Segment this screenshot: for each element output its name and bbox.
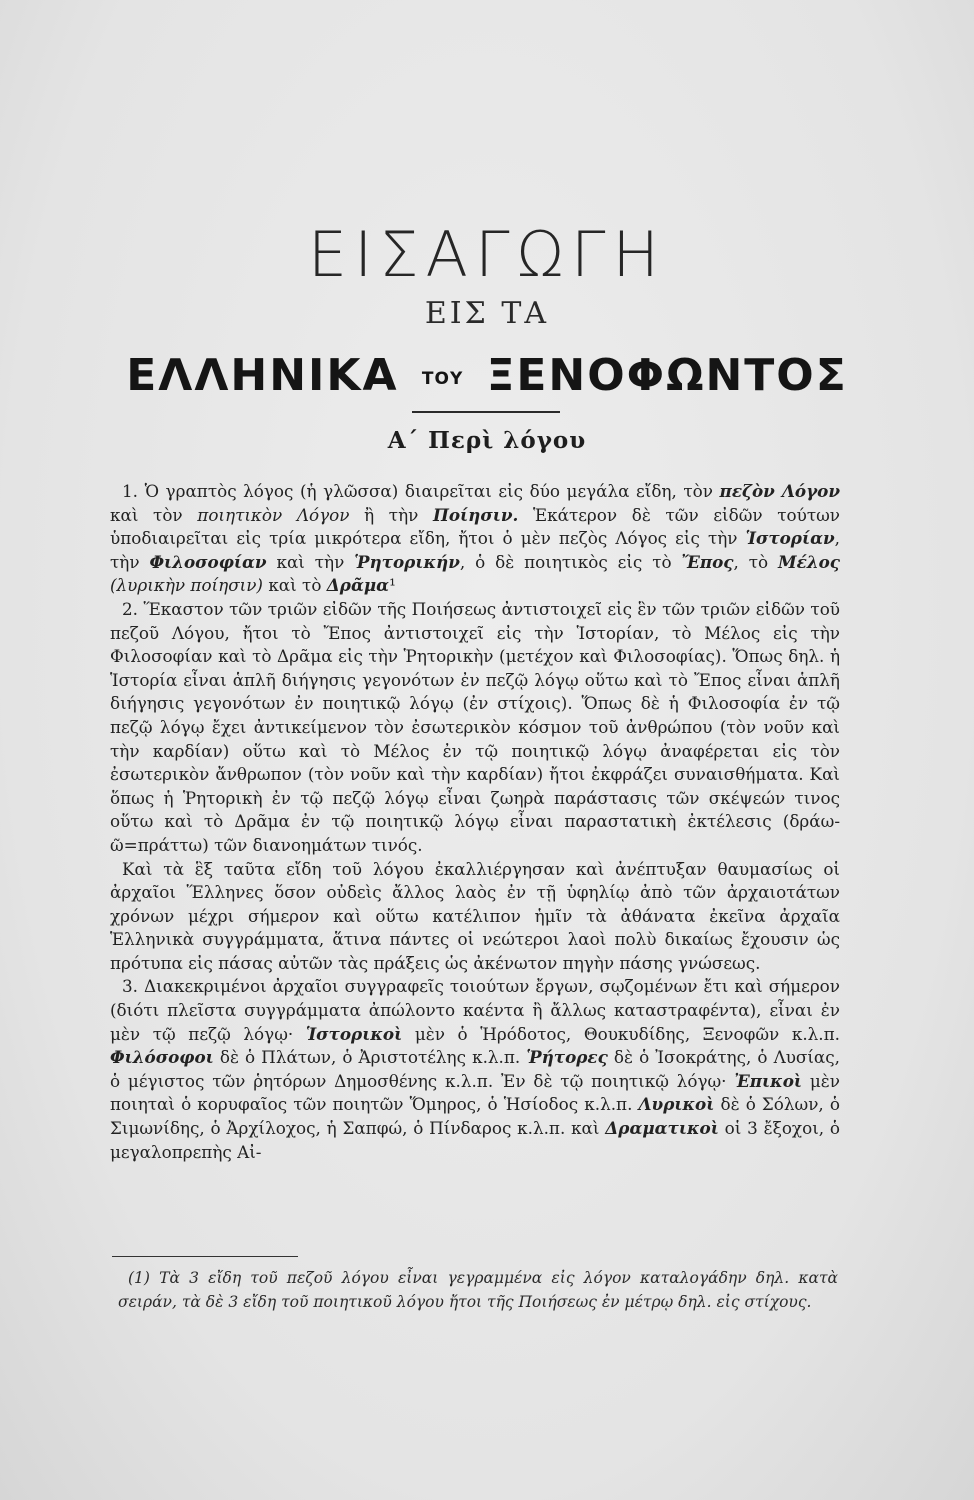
section-title: Α΄ Περὶ λόγου: [387, 427, 587, 454]
heading-left: ΕΛΛΗΝΙΚΑ: [126, 350, 399, 401]
footnote: (1) Τὰ 3 εἴδη τοῦ πεζοῦ λόγου εἶναι γεγραμμένα εἰς λόγον καταλογάδην δηλ. κατὰ σειράν, τὰ δὲ 3 εἴδη τοῦ ποιητικοῦ λόγου ἤτοι τῆς Ποιήσεως ἐν μέτρῳ δηλ. εἰς στίχους.: [118, 1269, 838, 1311]
heading-small: ΤΟΥ: [421, 369, 464, 389]
footnote-divider: [112, 1256, 298, 1257]
title-divider: [412, 411, 560, 413]
paragraph: 2. Ἕκαστον τῶν τριῶν εἰδῶν τῆς Ποιήσεως ἀντιστοιχεῖ εἰς ἓν τῶν τριῶν εἰδῶν τοῦ πεζοῦ Λόγου, ἤτοι τὸ Ἔπος ἀντιστοιχεῖ εἰς τὴν Ἱστορίαν, τὸ Μέλος εἰς τὴν Φιλοσοφίαν καὶ τὸ Δρᾶμα εἰς τὴν Ῥητορικὴν (μετέχον καὶ Φιλοσοφίας). Ὅπως δηλ. ἡ Ἱστορία εἶναι ἁπλῆ διήγησις γεγονότων ἐν πεζῷ λόγῳ οὕτω καὶ τὸ Ἔπος εἶναι ἁπλῆ διήγησις γεγονότων ἐν ποιητικῷ λόγῳ (ἐν στίχοις). Ὅπως δὲ ἡ Φιλοσοφία ἐν τῷ πεζῷ λόγῳ ἔχει ἀντικείμενον τὸν ἐσωτερικὸν κόσμον τοῦ ἀνθρώπου (τὸν νοῦν καὶ τὴν καρδίαν) οὕτω καὶ τὸ Μέλος ἐν τῷ ποιητικῷ λόγῳ ἀναφέρεται εἰς τὸν ἐσωτερικὸν ἄνθρωπον (τὸν νοῦν καὶ τὴν καρδίαν) ἤτοι ἐκφράζει συναισθήματα. Καὶ ὅπως ἡ Ῥητορικὴ ἐν τῷ πεζῷ λόγῳ εἶναι ζωηρὰ παράστασις τῶν σκέψεών τινος οὕτω καὶ τὸ Δρᾶμα ἐν τῷ ποιητικῷ λόγῳ εἶναι παραστατικὴ ἐκτέλεσις (δράω-ῶ=πράττω) τῶν διανοημάτων τινός.: [110, 598, 840, 855]
page-subtitle: ΕΙΣ ΤΑ: [424, 296, 550, 331]
page-heading: [0, 350, 974, 401]
heading-right: ΞΕΝΟΦΩΝΤΟΣ: [486, 350, 848, 401]
paragraph: 1. Ὁ γραπτὸς λόγος (ἡ γλῶσσα) διαιρεῖται εἰς δύο μεγάλα εἴδη, τὸν πεζὸν Λόγον καὶ τὸν ποιητικὸν Λόγον ἢ τὴν Ποίησιν. Ἑκάτερον δὲ τῶν εἰδῶν τούτων ὑποδιαιρεῖται εἰς τρία μικρότερα εἴδη, ἤτοι ὁ μὲν πεζὸς Λόγος εἰς τὴν Ἱστορίαν, τὴν Φιλοσοφίαν καὶ τὴν Ῥητορικήν, ὁ δὲ ποιητικὸς εἰς τὸ Ἔπος, τὸ Μέλος (λυρικὴν ποίησιν) καὶ τὸ Δρᾶμα¹: [110, 481, 841, 596]
paragraph: Καὶ τὰ ἓξ ταῦτα εἴδη τοῦ λόγου ἐκαλλιέργησαν καὶ ἀνέπτυξαν θαυμασίως οἱ ἀρχαῖοι Ἕλληνες ὅσον οὐδεὶς ἄλλος λαὸς ἐν τῇ ὑφηλίῳ ἀπὸ τῶν ἀρχαιοτάτων χρόνων μέχρι σήμερον καὶ οὕτω κατέλιπον ἡμῖν τὰ ἀθάνατα ἐκεῖνα ἀρχαῖα Ἑλληνικὰ συγγράμματα, ἅτινα πάντες οἱ νεώτεροι λαοὶ πολὺ δικαίως ἔχουσιν ὡς πρότυπα εἰς πάσας αὐτῶν τὰς πράξεις ὡς ἀκένωτον πηγὴν πάσης γνώσεως.: [110, 858, 840, 973]
body-text: [110, 480, 840, 1164]
paragraph: 3. Διακεκριμένοι ἀρχαῖοι συγγραφεῖς τοιούτων ἔργων, σῳζομένων ἔτι καὶ σήμερον (διότι πλεῖστα συγγράμματα ἀπώλοντο καέντα ἢ ἄλλως καταστραφέντα), εἶναι ἐν μὲν τῷ πεζῷ λόγῳ· Ἱστορικοὶ μὲν ὁ Ἡρόδοτος, Θουκυδίδης, Ξενοφῶν κ.λ.π. Φιλόσοφοι δὲ ὁ Πλάτων, ὁ Ἀριστοτέλης κ.λ.π. Ῥήτορες δὲ ὁ Ἰσοκράτης, ὁ Λυσίας, ὁ μέγιστος τῶν ῥητόρων Δημοσθένης κ.λ.π. Ἐν δὲ τῷ ποιητικῷ λόγῳ· Ἐπικοὶ μὲν ποιηταὶ ὁ κορυφαῖος τῶν ποιητῶν Ὅμηρος, ὁ Ἡσίοδος κ.λ.π. Λυρικοὶ δὲ ὁ Σόλων, ὁ Σιμωνίδης, ὁ Ἀρχίλοχος, ἡ Σαπφώ, ὁ Πίνδαρος κ.λ.π. καὶ Δραματικοὶ οἱ 3 ἔξοχοι, ὁ μεγαλοπρεπὴς Αἰ-: [110, 976, 841, 1162]
page-title: ΕΙΣΑΓΩΓΗ: [307, 218, 667, 291]
